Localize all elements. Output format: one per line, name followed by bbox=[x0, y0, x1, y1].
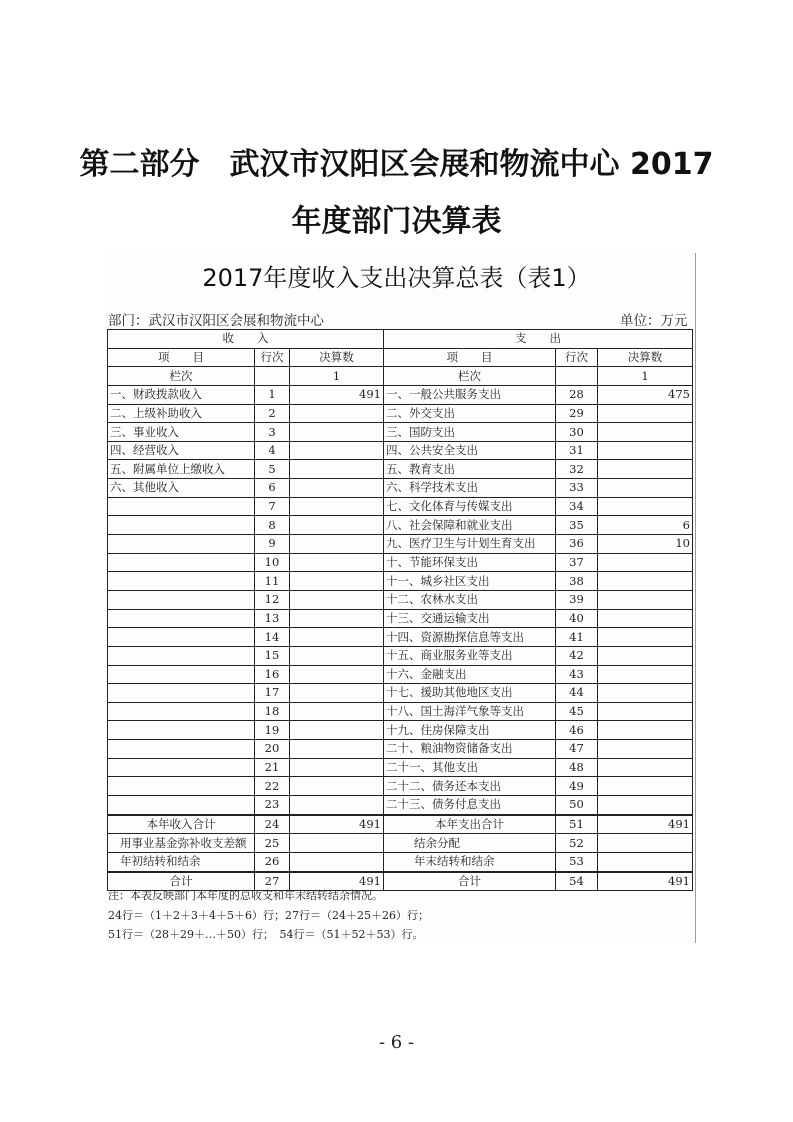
expense-row-no: 37 bbox=[556, 553, 598, 572]
income-amount bbox=[290, 834, 384, 853]
expense-row-no: 53 bbox=[556, 852, 598, 871]
income-row-no: 21 bbox=[255, 758, 290, 777]
expense-row-no: 51 bbox=[556, 815, 598, 834]
expense-row-no: 45 bbox=[556, 702, 598, 721]
expense-item: 七、文化体育与传媒支出 bbox=[384, 497, 556, 516]
expense-row-no: 30 bbox=[556, 423, 598, 442]
income-row-no: 22 bbox=[255, 777, 290, 796]
expense-row-no: 46 bbox=[556, 721, 598, 740]
income-row-no: 26 bbox=[255, 852, 290, 871]
table-row bbox=[108, 423, 693, 442]
total-row bbox=[108, 815, 693, 834]
document-heading-line2: 年度部门决算表 bbox=[291, 204, 502, 239]
income-item: 五、附属单位上缴收入 bbox=[108, 460, 255, 479]
income-row-no: 17 bbox=[255, 684, 290, 703]
income-item bbox=[108, 590, 255, 609]
table-row bbox=[108, 497, 693, 516]
expense-amount bbox=[598, 423, 693, 442]
income-row-no: 10 bbox=[255, 553, 290, 572]
unit-label: 单位：万元 bbox=[620, 313, 688, 329]
income-item: 用事业基金弥补收支差额 bbox=[108, 834, 255, 853]
expense-item: 十九、住房保障支出 bbox=[384, 721, 556, 740]
table-notes bbox=[108, 886, 429, 945]
expense-row-no: 39 bbox=[556, 590, 598, 609]
expense-row-no: 31 bbox=[556, 441, 598, 460]
income-row-no: 2 bbox=[255, 404, 290, 423]
income-item: 合计 bbox=[108, 872, 255, 891]
income-amount bbox=[290, 721, 384, 740]
expense-item: 九、医疗卫生与计划生育支出 bbox=[384, 535, 556, 554]
expense-amount bbox=[598, 590, 693, 609]
expense-col-row-no: 行次 bbox=[556, 348, 598, 367]
column-index-row bbox=[108, 367, 693, 386]
table-row bbox=[108, 628, 693, 647]
income-item: 年初结转和结余 bbox=[108, 852, 255, 871]
income-amount bbox=[290, 479, 384, 498]
expense-index-blank bbox=[556, 367, 598, 386]
expense-item: 二、外交支出 bbox=[384, 404, 556, 423]
expense-amount bbox=[598, 777, 693, 796]
table-row bbox=[108, 684, 693, 703]
expense-amount bbox=[598, 758, 693, 777]
income-row-no: 3 bbox=[255, 423, 290, 442]
income-amount bbox=[290, 423, 384, 442]
income-amount bbox=[290, 441, 384, 460]
income-amount bbox=[290, 777, 384, 796]
note-line: 51行＝（28＋29＋…＋50）行； 54行＝（51＋52＋53）行。 bbox=[108, 928, 424, 941]
expense-item: 二十二、债务还本支出 bbox=[384, 777, 556, 796]
income-amount bbox=[290, 609, 384, 628]
expense-item: 五、教育支出 bbox=[384, 460, 556, 479]
expense-item: 一、一般公共服务支出 bbox=[384, 385, 556, 404]
expense-item: 合计 bbox=[384, 872, 556, 891]
expense-amount: 475 bbox=[598, 385, 693, 404]
expense-item: 二十一、其他支出 bbox=[384, 758, 556, 777]
expense-row-no: 50 bbox=[556, 796, 598, 815]
table-row bbox=[108, 702, 693, 721]
income-row-no: 13 bbox=[255, 609, 290, 628]
income-row-no: 11 bbox=[255, 572, 290, 591]
expense-amount bbox=[598, 441, 693, 460]
department-label: 部门：武汉市汉阳区会展和物流中心 bbox=[108, 313, 324, 329]
income-amount bbox=[290, 572, 384, 591]
income-item: 三、事业收入 bbox=[108, 423, 255, 442]
expense-amount bbox=[598, 702, 693, 721]
income-row-no: 20 bbox=[255, 740, 290, 759]
income-item bbox=[108, 628, 255, 647]
income-row-no: 15 bbox=[255, 646, 290, 665]
expense-amount bbox=[598, 684, 693, 703]
expense-amount bbox=[598, 497, 693, 516]
expense-amount: 491 bbox=[598, 872, 693, 891]
table-row bbox=[108, 646, 693, 665]
expense-row-no: 49 bbox=[556, 777, 598, 796]
expense-amount bbox=[598, 852, 693, 871]
expense-amount: 6 bbox=[598, 516, 693, 535]
income-row-no: 14 bbox=[255, 628, 290, 647]
expense-row-no: 44 bbox=[556, 684, 598, 703]
expense-item: 六、科学技术支出 bbox=[384, 479, 556, 498]
expense-row-no: 47 bbox=[556, 740, 598, 759]
income-amount: 491 bbox=[290, 385, 384, 404]
expense-amount bbox=[598, 721, 693, 740]
income-item bbox=[108, 684, 255, 703]
table-row bbox=[108, 609, 693, 628]
table-row bbox=[108, 460, 693, 479]
table-row bbox=[108, 441, 693, 460]
income-item bbox=[108, 702, 255, 721]
note-line: 注：本表反映部门本年度的总收支和年末结转结余情况。 bbox=[108, 889, 383, 902]
expense-item: 十三、交通运输支出 bbox=[384, 609, 556, 628]
income-row-no: 16 bbox=[255, 665, 290, 684]
expense-item: 十、节能环保支出 bbox=[384, 553, 556, 572]
income-item bbox=[108, 553, 255, 572]
income-amount bbox=[290, 460, 384, 479]
expense-item: 十四、资源勘探信息等支出 bbox=[384, 628, 556, 647]
expense-row-no: 38 bbox=[556, 572, 598, 591]
table-row bbox=[108, 516, 693, 535]
income-amount bbox=[290, 740, 384, 759]
income-amount bbox=[290, 628, 384, 647]
expense-item: 十二、农林水支出 bbox=[384, 590, 556, 609]
income-amount bbox=[290, 758, 384, 777]
income-item bbox=[108, 740, 255, 759]
income-row-no: 23 bbox=[255, 796, 290, 815]
income-amount bbox=[290, 535, 384, 554]
total-row bbox=[108, 852, 693, 871]
expense-header: 支 出 bbox=[384, 330, 693, 349]
table-row bbox=[108, 572, 693, 591]
income-item bbox=[108, 535, 255, 554]
income-amount bbox=[290, 665, 384, 684]
expense-row-no: 42 bbox=[556, 646, 598, 665]
expense-item: 十一、城乡社区支出 bbox=[384, 572, 556, 591]
page-number: - 6 - bbox=[378, 1032, 415, 1053]
expense-item: 本年支出合计 bbox=[384, 815, 556, 834]
expense-row-no: 32 bbox=[556, 460, 598, 479]
income-row-no: 7 bbox=[255, 497, 290, 516]
table-row bbox=[108, 404, 693, 423]
table-row bbox=[108, 535, 693, 554]
income-item bbox=[108, 516, 255, 535]
expense-amount bbox=[598, 460, 693, 479]
table-row bbox=[108, 553, 693, 572]
income-row-no: 12 bbox=[255, 590, 290, 609]
income-row-no: 4 bbox=[255, 441, 290, 460]
income-amount: 491 bbox=[290, 815, 384, 834]
expense-amount bbox=[598, 609, 693, 628]
expense-row-no: 40 bbox=[556, 609, 598, 628]
table-title: 2017年度收入支出决算总表（表1） bbox=[202, 264, 591, 292]
expense-item: 二十三、债务付息支出 bbox=[384, 796, 556, 815]
expense-amount bbox=[598, 553, 693, 572]
table-row bbox=[108, 721, 693, 740]
income-item bbox=[108, 721, 255, 740]
expense-row-no: 54 bbox=[556, 872, 598, 891]
income-row-no: 1 bbox=[255, 385, 290, 404]
table-row bbox=[108, 590, 693, 609]
expense-row-no: 41 bbox=[556, 628, 598, 647]
income-amount: 491 bbox=[290, 872, 384, 891]
expense-row-no: 35 bbox=[556, 516, 598, 535]
document-heading-line1: 第二部分 武汉市汉阳区会展和物流中心 2017 bbox=[79, 147, 714, 182]
expense-item: 十八、国土海洋气象等支出 bbox=[384, 702, 556, 721]
expense-amount bbox=[598, 796, 693, 815]
income-col-row-no: 行次 bbox=[255, 348, 290, 367]
income-amount bbox=[290, 553, 384, 572]
table-row bbox=[108, 665, 693, 684]
table-row bbox=[108, 740, 693, 759]
table-row bbox=[108, 479, 693, 498]
table-row bbox=[108, 796, 693, 815]
expense-amount bbox=[598, 572, 693, 591]
income-item: 六、其他收入 bbox=[108, 479, 255, 498]
table-row bbox=[108, 777, 693, 796]
expense-amount: 10 bbox=[598, 535, 693, 554]
expense-index-value: 1 bbox=[598, 367, 693, 386]
expense-amount bbox=[598, 740, 693, 759]
column-header-row bbox=[108, 348, 693, 367]
income-amount bbox=[290, 852, 384, 871]
expense-col-item: 项 目 bbox=[384, 348, 556, 367]
expense-item: 十五、商业服务业等支出 bbox=[384, 646, 556, 665]
expense-item: 十六、金融支出 bbox=[384, 665, 556, 684]
income-amount bbox=[290, 590, 384, 609]
income-item bbox=[108, 646, 255, 665]
expense-item: 年末结转和结余 bbox=[384, 852, 556, 871]
income-item bbox=[108, 796, 255, 815]
income-amount bbox=[290, 516, 384, 535]
section-header-row bbox=[108, 330, 693, 349]
income-index-blank bbox=[255, 367, 290, 386]
expense-row-no: 29 bbox=[556, 404, 598, 423]
income-item bbox=[108, 609, 255, 628]
income-item bbox=[108, 572, 255, 591]
income-amount bbox=[290, 684, 384, 703]
expense-item: 三、国防支出 bbox=[384, 423, 556, 442]
expense-col-amount: 决算数 bbox=[598, 348, 693, 367]
table-row bbox=[108, 385, 693, 404]
income-item bbox=[108, 758, 255, 777]
income-amount bbox=[290, 404, 384, 423]
expense-item: 十七、援助其他地区支出 bbox=[384, 684, 556, 703]
income-row-no: 9 bbox=[255, 535, 290, 554]
income-row-no: 18 bbox=[255, 702, 290, 721]
income-amount bbox=[290, 702, 384, 721]
income-item: 一、财政拨款收入 bbox=[108, 385, 255, 404]
expense-row-no: 43 bbox=[556, 665, 598, 684]
income-row-no: 27 bbox=[255, 872, 290, 891]
income-row-no: 19 bbox=[255, 721, 290, 740]
expense-amount bbox=[598, 479, 693, 498]
expense-item: 结余分配 bbox=[384, 834, 556, 853]
income-row-no: 24 bbox=[255, 815, 290, 834]
table-row bbox=[108, 758, 693, 777]
income-index-label: 栏次 bbox=[108, 367, 255, 386]
income-row-no: 8 bbox=[255, 516, 290, 535]
expense-item: 八、社会保障和就业支出 bbox=[384, 516, 556, 535]
expense-row-no: 28 bbox=[556, 385, 598, 404]
income-amount bbox=[290, 796, 384, 815]
expense-index-label: 栏次 bbox=[384, 367, 556, 386]
expense-amount: 491 bbox=[598, 815, 693, 834]
note-line: 24行＝（1＋2＋3＋4＋5＋6）行；27行＝（24＋25＋26）行； bbox=[108, 908, 429, 922]
total-row bbox=[108, 834, 693, 853]
income-item bbox=[108, 665, 255, 684]
expense-row-no: 33 bbox=[556, 479, 598, 498]
expense-row-no: 48 bbox=[556, 758, 598, 777]
income-row-no: 25 bbox=[255, 834, 290, 853]
income-item bbox=[108, 777, 255, 796]
expense-item: 二十、粮油物资储备支出 bbox=[384, 740, 556, 759]
expense-amount bbox=[598, 665, 693, 684]
income-expense-table bbox=[107, 329, 693, 891]
income-item: 本年收入合计 bbox=[108, 815, 255, 834]
expense-amount bbox=[598, 646, 693, 665]
income-header: 收 入 bbox=[108, 330, 384, 349]
income-col-amount: 决算数 bbox=[290, 348, 384, 367]
income-amount bbox=[290, 497, 384, 516]
expense-amount bbox=[598, 404, 693, 423]
expense-item: 四、公共安全支出 bbox=[384, 441, 556, 460]
income-col-item: 项 目 bbox=[108, 348, 255, 367]
income-row-no: 5 bbox=[255, 460, 290, 479]
expense-row-no: 34 bbox=[556, 497, 598, 516]
income-row-no: 6 bbox=[255, 479, 290, 498]
income-item: 二、上级补助收入 bbox=[108, 404, 255, 423]
expense-row-no: 52 bbox=[556, 834, 598, 853]
income-index-value: 1 bbox=[290, 367, 384, 386]
expense-amount bbox=[598, 628, 693, 647]
expense-row-no: 36 bbox=[556, 535, 598, 554]
income-amount bbox=[290, 646, 384, 665]
income-item: 四、经营收入 bbox=[108, 441, 255, 460]
expense-amount bbox=[598, 834, 693, 853]
income-item bbox=[108, 497, 255, 516]
